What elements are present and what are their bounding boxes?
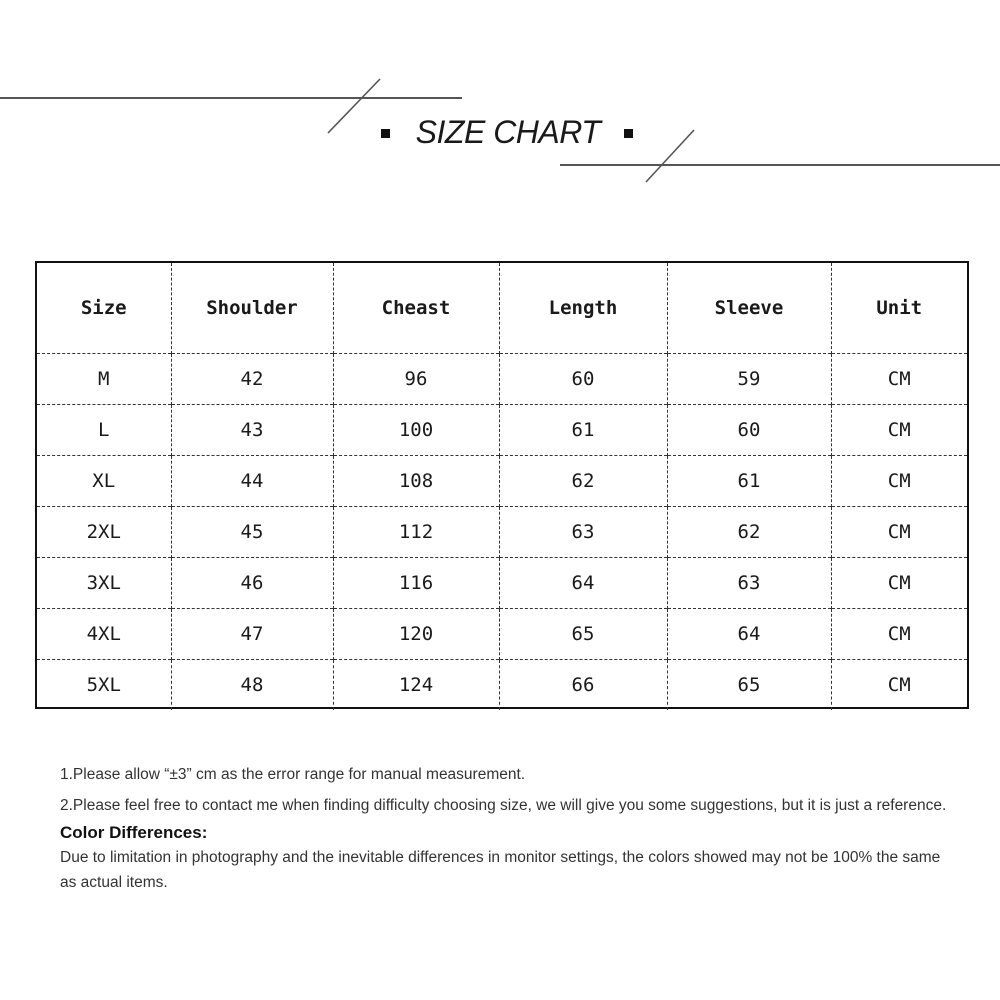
table-cell-cheast: 112 [333,507,499,558]
table-cell-length: 65 [499,609,667,660]
table-row [37,507,967,558]
table-cell-shoulder: 46 [171,558,333,609]
table-cell-size: XL [37,456,171,507]
table-cell-unit: CM [831,660,967,711]
table-cell-length: 62 [499,456,667,507]
table-cell-size: 3XL [37,558,171,609]
table-header-row [37,263,967,354]
title-bullet-left [381,129,390,138]
table-body [37,354,967,711]
table-row [37,609,967,660]
table-cell-unit: CM [831,609,967,660]
table-cell-cheast: 120 [333,609,499,660]
page-title: SIZE CHART [415,114,601,150]
table-row [37,405,967,456]
table-cell-cheast: 100 [333,405,499,456]
table-cell-shoulder: 45 [171,507,333,558]
table-cell-size: M [37,354,171,405]
column-header-cheast: Cheast [333,263,499,354]
note-error-range: 1.Please allow “±3” cm as the error range for manual measurement. [60,766,526,783]
title-bar [0,112,1000,162]
table-cell-unit: CM [831,507,967,558]
note-contact: 2.Please feel free to contact me when finding difficulty choosing size, we will give you some suggestions, but it is just a reference. [60,797,947,814]
column-header-unit: Unit [831,263,967,354]
size-table [37,263,967,710]
column-header-size: Size [80,297,127,319]
table-row [37,456,967,507]
table-cell-size: 2XL [37,507,171,558]
table-cell-size: 5XL [37,660,171,711]
size-table-container [35,261,969,709]
table-cell-sleeve: 63 [667,558,831,609]
table-cell-sleeve: 59 [667,354,831,405]
header-decoration [0,0,1000,200]
table-cell-unit: CM [831,558,967,609]
notes-section [60,762,960,895]
table-cell-sleeve: 64 [667,609,831,660]
table-cell-shoulder: 48 [171,660,333,711]
table-cell-length: 66 [499,660,667,711]
table-cell-length: 61 [499,405,667,456]
table-row [37,558,967,609]
table-cell-size: 4XL [37,609,171,660]
table-cell-length: 60 [499,354,667,405]
column-header-length: Length [499,263,667,354]
table-cell-shoulder: 43 [171,405,333,456]
title-bullet-right [624,129,633,138]
table-cell-unit: CM [831,354,967,405]
table-cell-cheast: 124 [333,660,499,711]
color-differences-heading: Color Differences: [60,823,208,842]
table-row [37,660,967,711]
table-cell-shoulder: 47 [171,609,333,660]
table-cell-sleeve: 65 [667,660,831,711]
table-row [37,354,967,405]
table-cell-cheast: 116 [333,558,499,609]
table-cell-sleeve: 60 [667,405,831,456]
table-cell-cheast: 108 [333,456,499,507]
table-cell-shoulder: 44 [171,456,333,507]
table-cell-size: L [37,405,171,456]
table-cell-length: 64 [499,558,667,609]
table-cell-shoulder: 42 [171,354,333,405]
table-cell-length: 63 [499,507,667,558]
table-cell-sleeve: 61 [667,456,831,507]
column-header-shoulder: Shoulder [171,263,333,354]
table-cell-unit: CM [831,456,967,507]
table-cell-sleeve: 62 [667,507,831,558]
table-cell-unit: CM [831,405,967,456]
table-cell-cheast: 96 [333,354,499,405]
column-header-sleeve: Sleeve [667,263,831,354]
color-differences-text: Due to limitation in photography and the inevitable differences in monitor settings, the colors showed may not be 100% the same as actual items. [60,849,941,891]
